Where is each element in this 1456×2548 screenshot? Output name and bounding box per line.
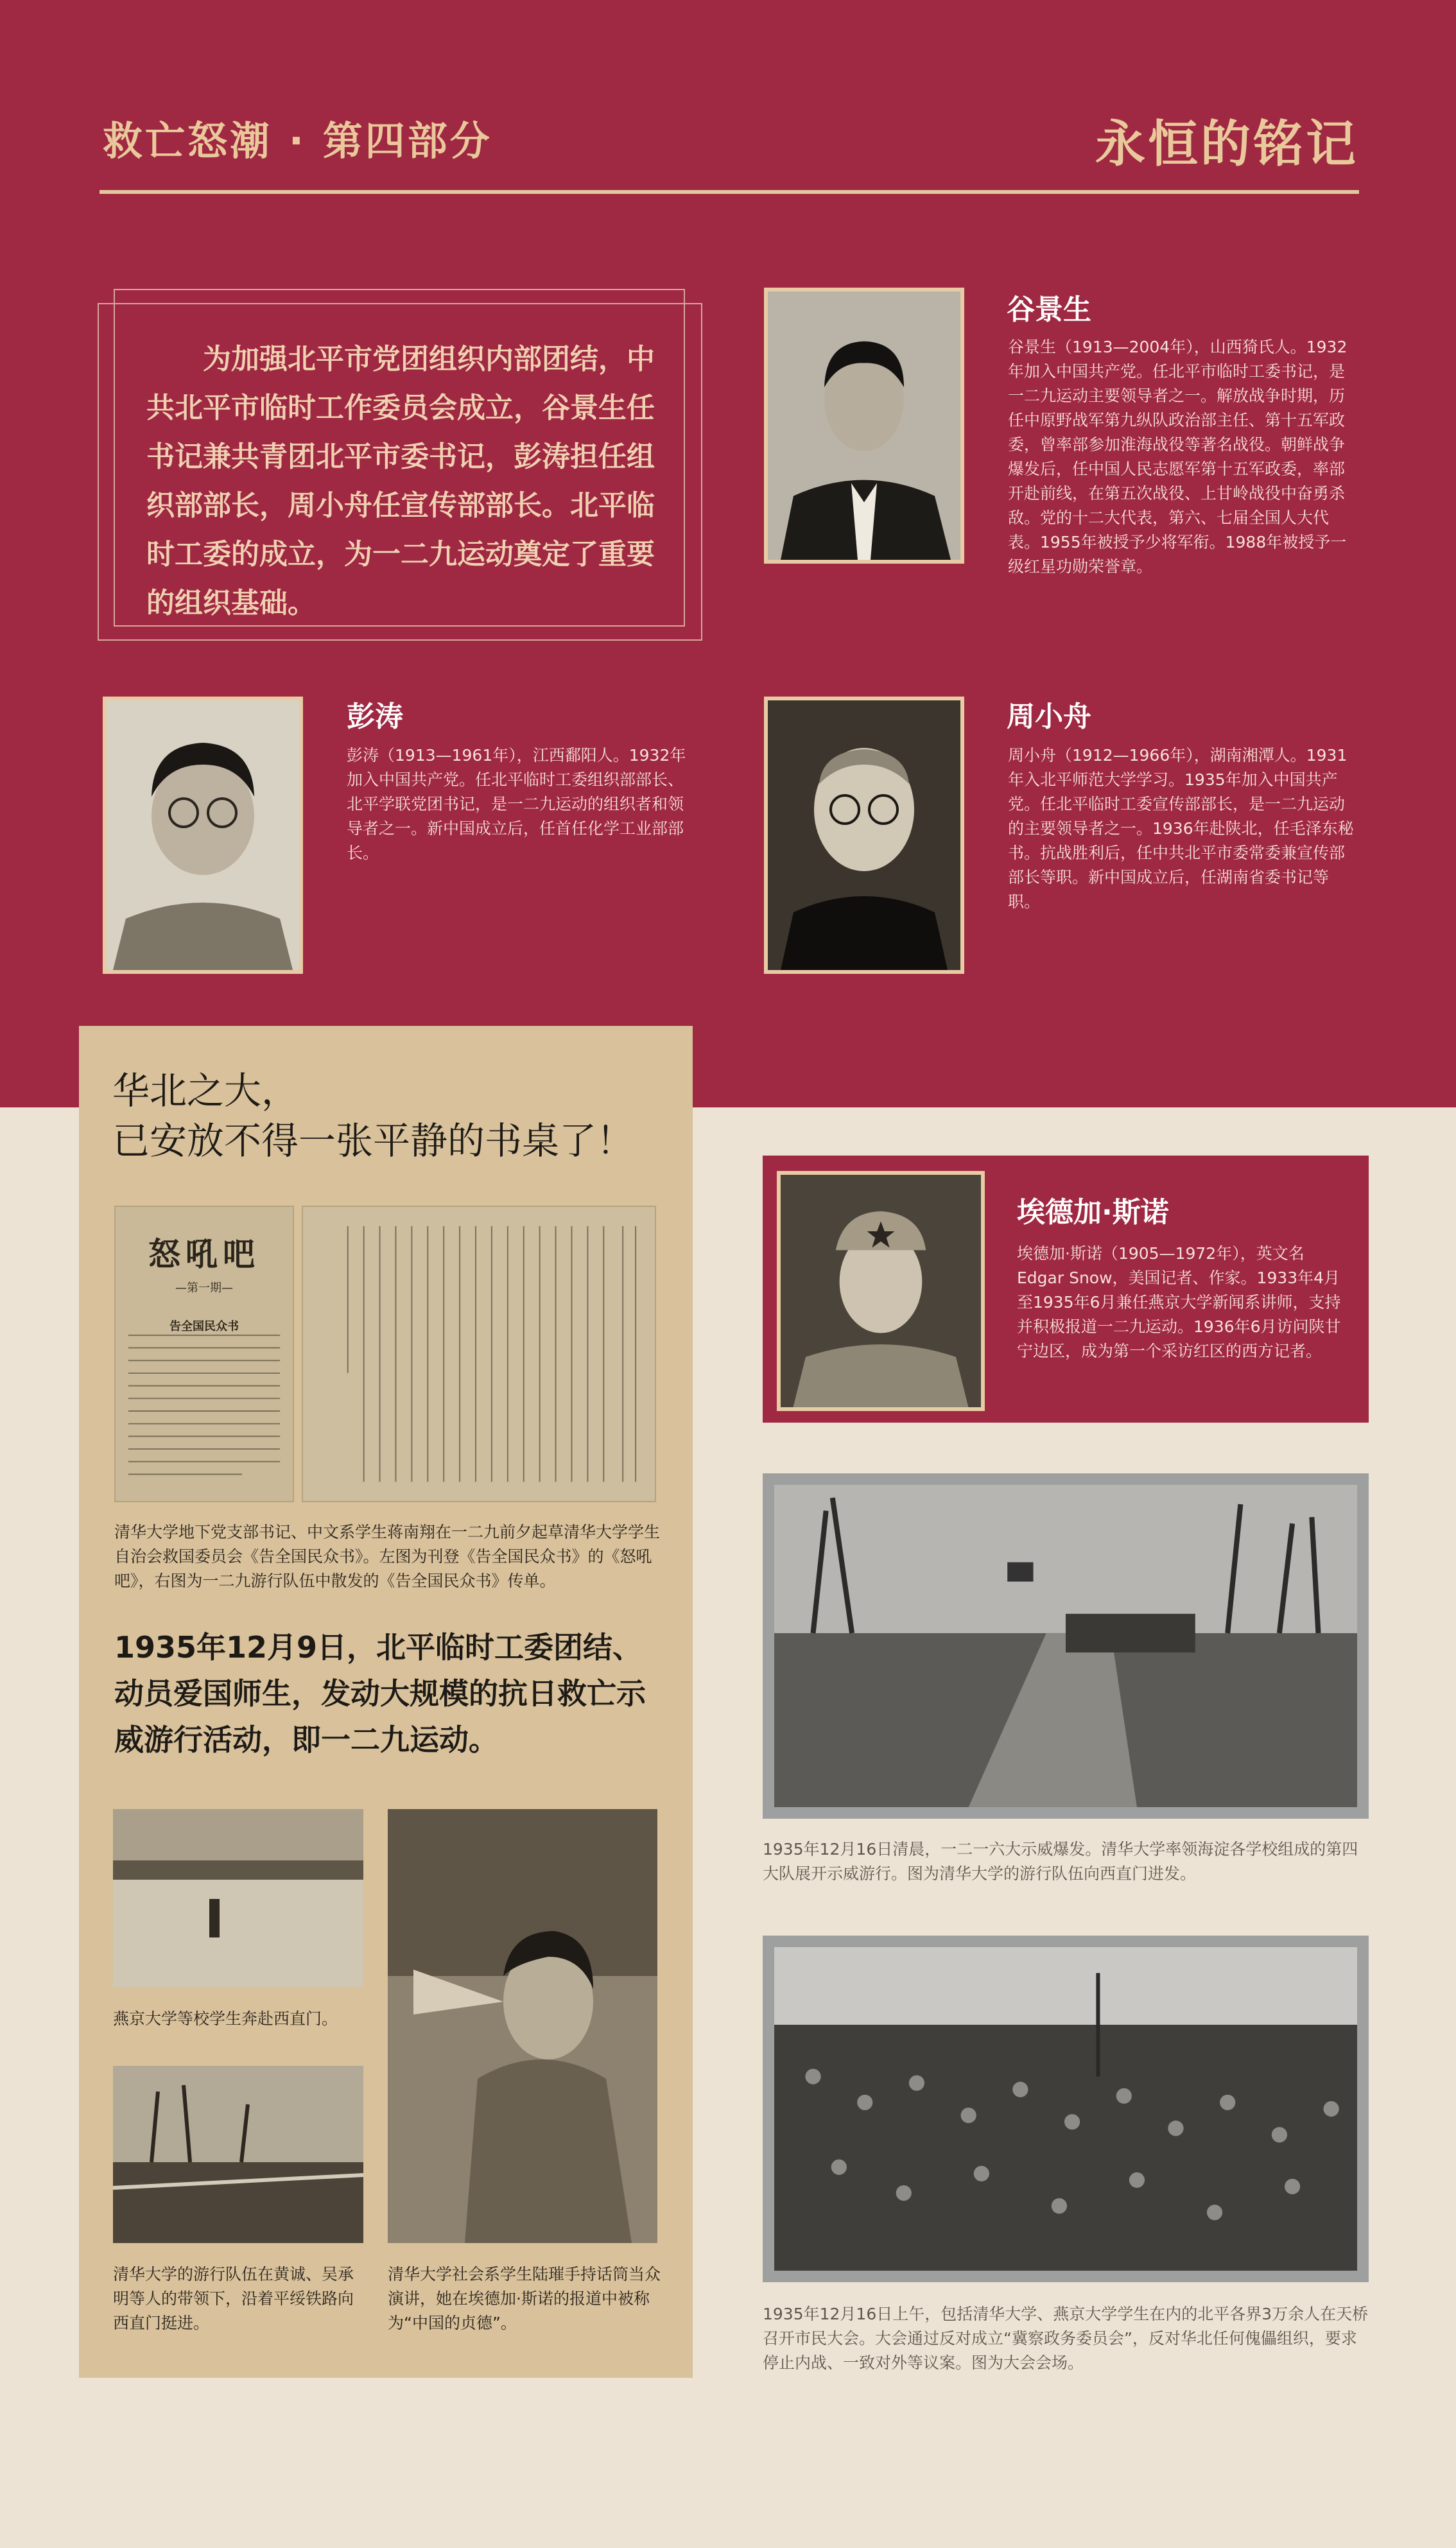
peng-tao-portrait	[103, 697, 303, 974]
lu-cui-caption: 清华大学社会系学生陆璀手持话筒当众演讲，她在埃德加·斯诺的报道中被称为“中国的贞德”。	[388, 2265, 661, 2332]
peng-tao-bio: 彭涛（1913—1961年），江西鄱阳人。1932年加入中国共产党。任北平临时工委组织部部长、北平学联党团书记，是一二九运动的组织者和领导者之一。新中国成立后，任首任化学工业部部长。	[347, 746, 686, 862]
zhou-xiaozhou-name: 周小舟	[1007, 700, 1091, 733]
zhou-xiaozhou-portrait	[764, 697, 964, 974]
tsinghua-march-photo	[763, 1473, 1369, 1819]
zhou-xiaozhou-bio: 周小舟（1912—1966年），湖南湘潭人。1931年入北平师范大学学习。1935年加入中国共产党。任北平临时工委宣传部部长，是一二九运动的主要领导者之一。1936年赴陕北，任毛泽东秘书。抗战胜利后，任中共北平市委常委兼宣传部部长等职。新中国成立后，任湖南省委书记等职。	[1008, 746, 1354, 911]
intro-paragraph: 为加强北平市党团组织内部团结，中共北平市临时工作委员会成立，谷景生任书记兼共青团北平市委书记，彭涛担任组织部部长，周小舟任宣传部部长。北平临时工委的成立，为一二九运动奠定了重要的组织基础。	[146, 343, 655, 620]
lu-cui-speech-photo	[388, 1809, 657, 2243]
section-title: 救亡怒潮 · 第四部分	[103, 117, 492, 164]
edgar-snow-portrait	[777, 1171, 985, 1411]
peng-tao-name: 彭涛	[347, 700, 403, 733]
rally-caption: 1935年12月16日上午，包括清华大学、燕京大学学生在内的北平各界3万余人在天桥召开市民大会。大会通过反对成立“冀察政务委员会”，反对华北任何傀儡组织，要求停止内战、一致对外等议案。图为大会会场。	[763, 2305, 1369, 2372]
header-divider	[100, 190, 1359, 194]
gu-jingsheng-bio: 谷景生（1913—2004年），山西猗氏人。1932年加入中国共产党。任北平市临时工委书记，是一二九运动主要领导者之一。解放战争时期，历任中原野战军第九纵队政治部主任、第十五军政委，曾率部参加淮海战役等著名战役。朝鲜战争爆发后，任中国人民志愿军第十五军政委，率部开赴前线，在第五次战役、上甘岭战役中奋勇杀敌。党的十二大代表，第六、七届全国人大代表。1955年被授予少将军衔。1988年被授予一级红星功勋荣誉章。	[1008, 338, 1348, 576]
march-caption: 1935年12月16日清晨，一二一六大示威爆发。清华大学率领海淀各学校组成的第四大队展开示威游行。图为清华大学的游行队伍向西直门进发。	[763, 1840, 1358, 1883]
edgar-snow-bio: 埃德加·斯诺（1905—1972年），英文名Edgar Snow，美国记者、作家。1933年4月至1935年6月兼任燕京大学新闻系讲师，支持并积极报道一二九运动。1936年6月访问陕甘宁边区，成为第一个采访红区的西方记者。	[1017, 1244, 1341, 1360]
edgar-snow-name: 埃德加·斯诺	[1017, 1196, 1169, 1229]
right-title: 永恒的铭记	[1095, 116, 1358, 173]
gu-jingsheng-name: 谷景生	[1007, 293, 1091, 326]
yanjing-students-photo	[113, 1809, 363, 1988]
railway-march-photo	[113, 2066, 363, 2243]
tianqiao-rally-photo	[763, 1936, 1369, 2282]
yanjing-caption: 燕京大学等校学生奔赴西直门。	[113, 2009, 338, 2028]
leaflet-image	[302, 1206, 656, 1502]
gu-jingsheng-portrait	[764, 288, 964, 564]
nuhouba-magazine-image: 怒吼吧 —第一期— 告全国民众书	[114, 1206, 294, 1502]
quote-headline: 华北之大， 已安放不得一张平静的书桌了！	[112, 1069, 634, 1163]
leaflets-caption: 清华大学地下党支部书记、中文系学生蒋南翔在一二九前夕起草清华大学学生自治会救国委员会《告全国民众书》。左图为刊登《告全国民众书》的《怒吼吧》，右图为一二九游行队伍中散发的《告全国民众书》传单。	[114, 1523, 661, 1590]
december-9-statement: 1935年12月9日，北平临时工委团结、动员爱国师生，发动大规模的抗日救亡示威游行活动，即一二九运动。	[114, 1630, 646, 1757]
railway-caption: 清华大学的游行队伍在黄诚、吴承明等人的带领下，沿着平绥铁路向西直门挺进。	[113, 2265, 354, 2332]
